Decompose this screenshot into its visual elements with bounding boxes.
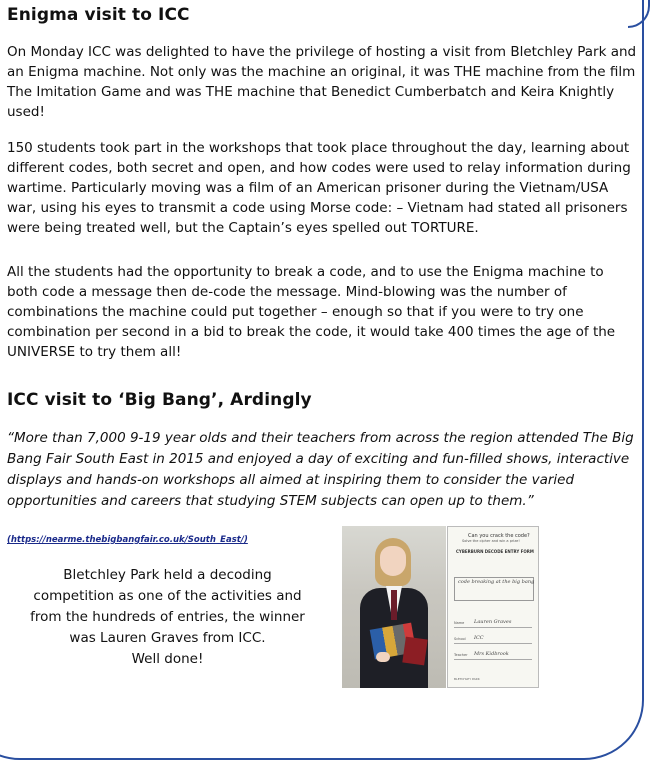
form-subheading: Solve the cipher and win a prize! [462,539,520,543]
name-label: Name [454,621,465,625]
form-line [454,643,532,644]
teacher-label: Teacher [454,653,468,657]
form-title: CYBERBURN DECODE ENTRY FORM [456,549,534,554]
big-bang-link[interactable]: (https://nearme.thebigbangfair.co.uk/South_East/) [7,535,248,545]
photo-hand [376,652,390,662]
competition-line: from the hundreds of entries, the winner [30,609,305,625]
competition-line: was Lauren Graves from ICC. [69,630,266,646]
winner-photo [342,526,446,688]
form-footer: BLETCHLEY PARK [454,677,480,681]
teacher-value: Mrs Kidbrook [474,651,509,657]
page-border-corner [628,0,650,28]
school-label: School [454,637,466,641]
form-line [454,627,532,628]
competition-text [6,565,329,670]
entry-form-image [447,526,539,688]
name-value: Lauren Graves [474,619,512,625]
form-heading: Can you crack the code? [468,533,530,539]
competition-line: competition as one of the activities and [33,588,302,604]
big-bang-heading: ICC visit to ‘Big Bang’, Ardingly [7,390,312,410]
photo-face [380,546,406,576]
answer-handwriting: code breaking at the big bang [458,579,535,585]
competition-line: Well done! [131,651,204,667]
enigma-paragraph-2: 150 students took part in the workshops that took place throughout the day, learning about different codes, both secret and open, and how codes were used to relay information during wartime. Particularly moving was a film of an American prisoner during the Vietnam/USA war, using his eyes to transmit a code using Morse code: – Vietnam had stated all prisoners were being treated well, but the Captain’s eyes spelled out TORTURE. [7,140,631,236]
enigma-paragraph-1: On Monday ICC was delighted to have the privilege of hosting a visit from Bletchley Park and an Enigma machine. Not only was the machine an original, it was THE machine from the film The Imitation Game and was THE machine that Benedict Cumberbatch and Keira Knightly used! [7,44,637,120]
photo-card [402,637,427,666]
photo-tie [391,590,397,620]
school-value: ICC [474,635,484,641]
enigma-paragraph-3: All the students had the opportunity to break a code, and to use the Enigma machine to both code a message then de-code the message. Mind-blowing was the number of combinations the machine could put together – enough so that if you were to try one combination per second in a bid to break the code, it would take 400 times the age of the UNIVERSE to try them all! [7,264,616,360]
form-line [454,659,532,660]
big-bang-quote: “More than 7,000 9-19 year olds and their teachers from across the region attended The Big Bang Fair South East in 2015 and enjoyed a day of exciting and fun-filled shows, interactive displays and hands-on workshops all aimed at inspiring them to consider the varied opportunities and careers that studying STEM subjects can open up to them.” [7,430,634,509]
enigma-heading: Enigma visit to ICC [7,5,190,25]
competition-line: Bletchley Park held a decoding [63,567,272,583]
